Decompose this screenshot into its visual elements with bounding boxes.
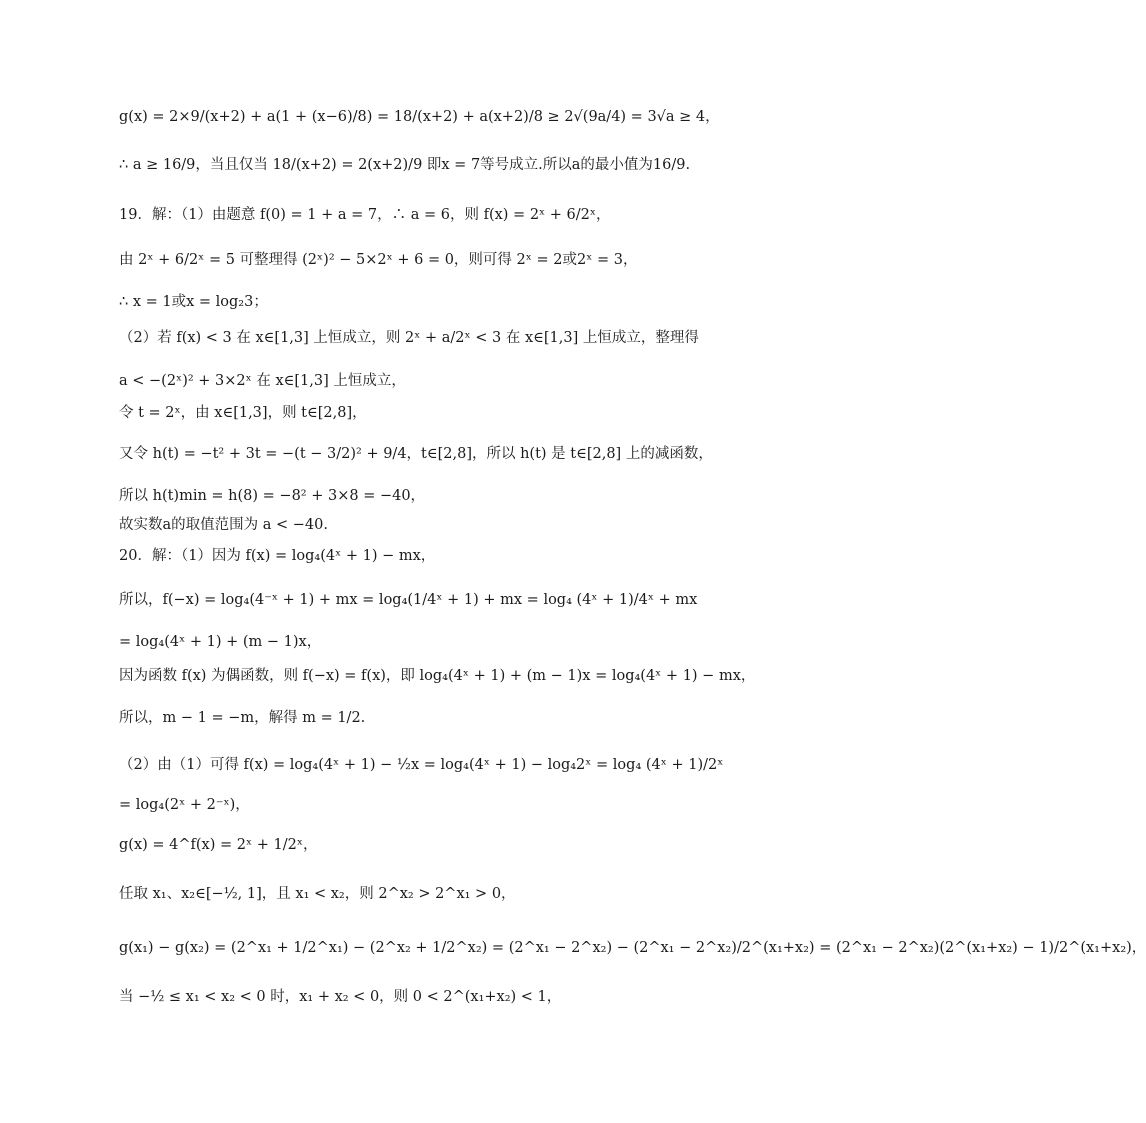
solution-line: （2）若 f(x) < 3 在 x∈[1,3] 上恒成立，则 2ˣ + a/2ˣ < 3 在 x∈[1,3] 上恒成立，整理得 <box>119 330 699 346</box>
solution-line: ∴ a ≥ 16/9，当且仅当 18/(x+2) = 2(x+2)/9 即x = 7等号成立.所以a的最小值为16/9. <box>119 157 691 173</box>
solution-line: g(x) = 2×9/(x+2) + a(1 + (x−6)/8) = 18/(x+2) + a(x+2)/8 ≥ 2√(9a/4) = 3√a ≥ 4， <box>119 109 720 125</box>
solution-line: 所以，f(−x) = log₄(4⁻ˣ + 1) + mx = log₄(1/4ˣ + 1) + mx = log₄ (4ˣ + 1)/4ˣ + mx <box>119 592 698 608</box>
solution-line: g(x₁) − g(x₂) = (2^x₁ + 1/2^x₁) − (2^x₂ + 1/2^x₂) = (2^x₁ − 2^x₂) − (2^x₁ − 2^x₂)/2^(x₁+x₂) = (2^x₁ − 2^x₂)(2^(x₁+x₂) − 1)/2^(x₁+x₂)， <box>119 940 1146 956</box>
solution-line: 20．解：（1）因为 f(x) = log₄(4ˣ + 1) − mx， <box>119 548 436 564</box>
solution-line: 因为函数 f(x) 为偶函数，则 f(−x) = f(x)，即 log₄(4ˣ + 1) + (m − 1)x = log₄(4ˣ + 1) − mx， <box>119 668 756 684</box>
solution-line: 故实数a的取值范围为 a < −40. <box>119 517 328 533</box>
solution-line: = log₄(4ˣ + 1) + (m − 1)x， <box>119 634 322 650</box>
solution-line: 令 t = 2ˣ，由 x∈[1,3]，则 t∈[2,8]， <box>119 405 367 421</box>
solution-line: a < −(2ˣ)² + 3×2ˣ 在 x∈[1,3] 上恒成立， <box>119 373 406 389</box>
solution-line: 由 2ˣ + 6/2ˣ = 5 可整理得 (2ˣ)² − 5×2ˣ + 6 = 0，则可得 2ˣ = 2或2ˣ = 3， <box>119 252 638 268</box>
solution-line: = log₄(2ˣ + 2⁻ˣ)， <box>119 797 250 813</box>
solution-line: g(x) = 4^f(x) = 2ˣ + 1/2ˣ， <box>119 837 318 853</box>
solution-line: 所以，m − 1 = −m，解得 m = 1/2. <box>119 710 366 726</box>
solution-line: 又令 h(t) = −t² + 3t = −(t − 3/2)² + 9/4，t∈[2,8]，所以 h(t) 是 t∈[2,8] 上的减函数， <box>119 446 713 462</box>
solution-line: 19．解：（1）由题意 f(0) = 1 + a = 7，∴ a = 6，则 f(x) = 2ˣ + 6/2ˣ， <box>119 207 611 223</box>
solution-line: 任取 x₁、x₂∈[−½, 1]，且 x₁ < x₂，则 2^x₂ > 2^x₁ > 0， <box>119 886 516 902</box>
solution-line: 所以 h(t)min = h(8) = −8² + 3×8 = −40， <box>119 488 426 504</box>
solution-line: ∴ x = 1或x = log₂3； <box>119 294 268 310</box>
solution-line: （2）由（1）可得 f(x) = log₄(4ˣ + 1) − ½x = log₄(4ˣ + 1) − log₄2ˣ = log₄ (4ˣ + 1)/2ˣ <box>119 757 724 773</box>
solution-line: 当 −½ ≤ x₁ < x₂ < 0 时，x₁ + x₂ < 0，则 0 < 2^(x₁+x₂) < 1， <box>119 989 562 1005</box>
